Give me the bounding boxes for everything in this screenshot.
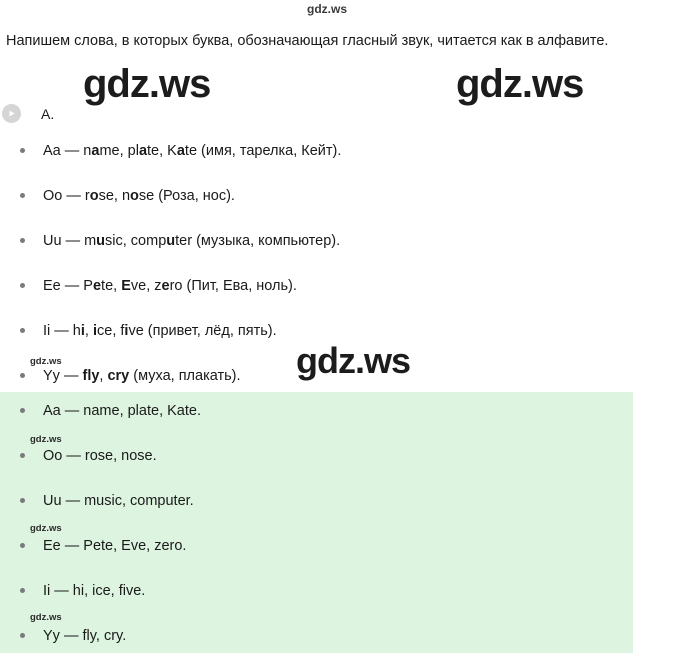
watermark-mini: gdz.ws (30, 356, 62, 367)
watermark-large-center: gdz.ws (296, 340, 411, 381)
watermark-large-right: gdz.ws (456, 62, 584, 106)
list-item-text: Aa — name, plate, Kate. (43, 403, 201, 419)
list-item (0, 447, 620, 465)
list-item-text: Ii — hi, ice, five (привет, лёд, пять). (43, 323, 277, 339)
list-item (0, 142, 640, 160)
list-item-text: Yy — fly, cry. (43, 628, 127, 644)
list-item (0, 537, 620, 555)
list-item-text: Ii — hi, ice, five. (43, 583, 146, 599)
watermark-top: gdz.ws (307, 2, 348, 16)
list-item-text: Yy — fly, cry (муха, плакать). (43, 368, 241, 384)
question-list (0, 142, 640, 412)
list-item (0, 277, 640, 295)
watermark-mini: gdz.ws (30, 612, 62, 623)
answer-block (0, 392, 633, 653)
watermark-mini: gdz.ws (30, 523, 62, 534)
list-item-text: Ee — Pete, Eve, zero. (43, 538, 187, 554)
watermark-mini: gdz.ws (30, 434, 62, 445)
answer-list (0, 402, 620, 672)
list-item (0, 402, 620, 420)
list-item (0, 187, 640, 205)
list-item (0, 582, 620, 600)
play-icon[interactable] (2, 104, 21, 123)
list-item (0, 492, 620, 510)
task-label: A. (41, 105, 55, 122)
list-item-text: Oo — rose, nose (Роза, нос). (43, 188, 235, 204)
list-item-text: Uu — music, computer (музыка, компьютер). (43, 233, 341, 249)
list-item-text: Oo — rose, nose. (43, 448, 157, 464)
watermark-large-left: gdz.ws (83, 62, 211, 106)
intro-text: Напишем слова, в которых буква, обозначающая гласный звук, читается как в алфавите. (6, 33, 609, 49)
list-item (0, 322, 640, 340)
list-item-text: Uu — music, computer. (43, 493, 194, 509)
list-item-text: Aa — name, plate, Kate (имя, тарелка, Кейт). (43, 143, 342, 159)
task-header (0, 104, 54, 123)
list-item (0, 627, 620, 645)
list-item (0, 232, 640, 250)
list-item (0, 367, 640, 385)
list-item-text: Ee — Pete, Eve, zero (Пит, Ева, ноль). (43, 278, 297, 294)
